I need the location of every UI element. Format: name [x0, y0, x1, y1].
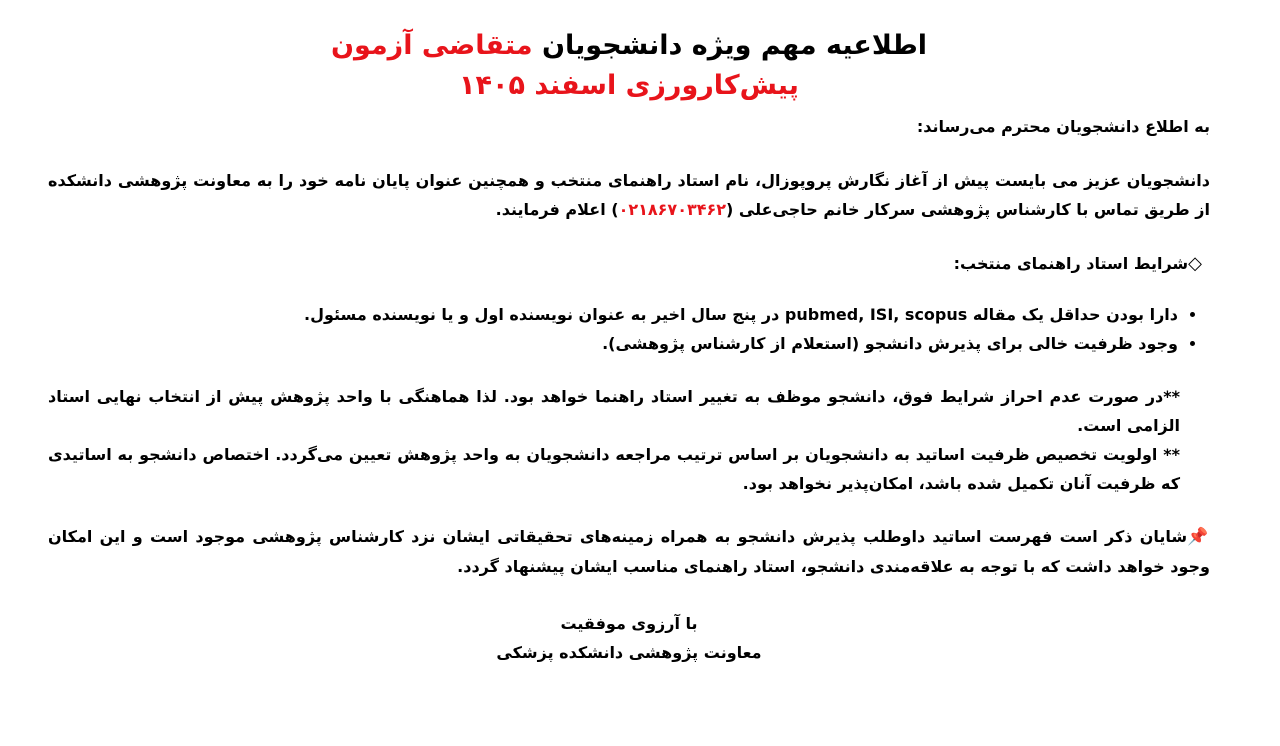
announcement-title — [48, 26, 1210, 106]
pushpin-icon: 📌 — [1187, 527, 1211, 547]
title-line-1 — [48, 26, 1210, 66]
signature-office: معاونت پژوهشی دانشکده پزشکی — [496, 643, 762, 662]
notes-section — [48, 382, 1210, 498]
title-prefix: اطلاعیه مهم ویژه دانشجویان — [532, 30, 928, 61]
instruction-text-start: دانشجویان عزیز می بایست پیش از آغاز نگارش پروپوزال، نام استاد راهنمای منتخب و همچنین عنوان پایان نامه خود را به معاونت پژوهشی دانشکده از طریق تماس با کارشناس پژوهشی سرکار خانم حاجی‌علی ( — [48, 171, 1210, 219]
diamond-icon: ◇ — [1188, 253, 1202, 274]
conditions-heading — [48, 249, 1210, 278]
intro-text: به اطلاع دانشجویان محترم می‌رساند: — [916, 117, 1210, 136]
signature-block — [48, 609, 1210, 667]
phone-number: ۰۲۱۸۶۷۰۳۴۶۲ — [618, 200, 727, 219]
worth-noting-paragraph — [48, 522, 1210, 581]
instruction-paragraph — [48, 166, 1210, 224]
worth-noting-text: شایان ذکر است فهرست اساتید داوطلب پذیرش دانشجو به همراه زمینه‌های تحقیقاتی ایشان نزد کارشناس پژوهشی موجود است و این امکان وجود خواهد داشت که با توجه به علاقه‌مندی دانشجو، استاد راهنمای مناسب ایشان پیشنهاد گردد. — [48, 527, 1210, 576]
instruction-text-end: ) اعلام فرمایند. — [495, 200, 619, 219]
list-item: • دارا بودن حداقل یک مقاله pubmed, ISI, scopus در پنج سال اخیر به عنوان نویسنده اول و یا نویسنده مسئول. — [48, 300, 1178, 329]
title-highlight: متقاضی آزمون — [330, 30, 533, 61]
conditions-list — [48, 300, 1210, 358]
announcement-page — [0, 26, 1280, 746]
title-line-2: پیش‌کارورزی اسفند ۱۴۰۵ — [459, 70, 799, 101]
conditions-heading-text: شرایط استاد راهنمای منتخب: — [953, 254, 1189, 273]
note-item: ** اولویت تخصیص ظرفیت اساتید به دانشجویان بر اساس ترتیب مراجعه دانشجویان به واحد پژوهش تعیین می‌گردد. اختصاص دانشجو به اساتیدی که ظرفیت آنان تکمیل شده باشد، امکان‌پذیر نخواهد بود. — [48, 445, 1180, 493]
list-item: • وجود ظرفیت خالی برای پذیرش دانشجو (استعلام از کارشناس پژوهشی). — [48, 329, 1178, 358]
note-item: **در صورت عدم احراز شرایط فوق، دانشجو موظف به تغییر استاد راهنما خواهد بود. لذا هماهنگی با واحد پژوهش پیش از انتخاب نهایی استاد الزامی است. — [48, 387, 1180, 435]
signature-wish: با آرزوی موفقیت — [560, 614, 698, 633]
